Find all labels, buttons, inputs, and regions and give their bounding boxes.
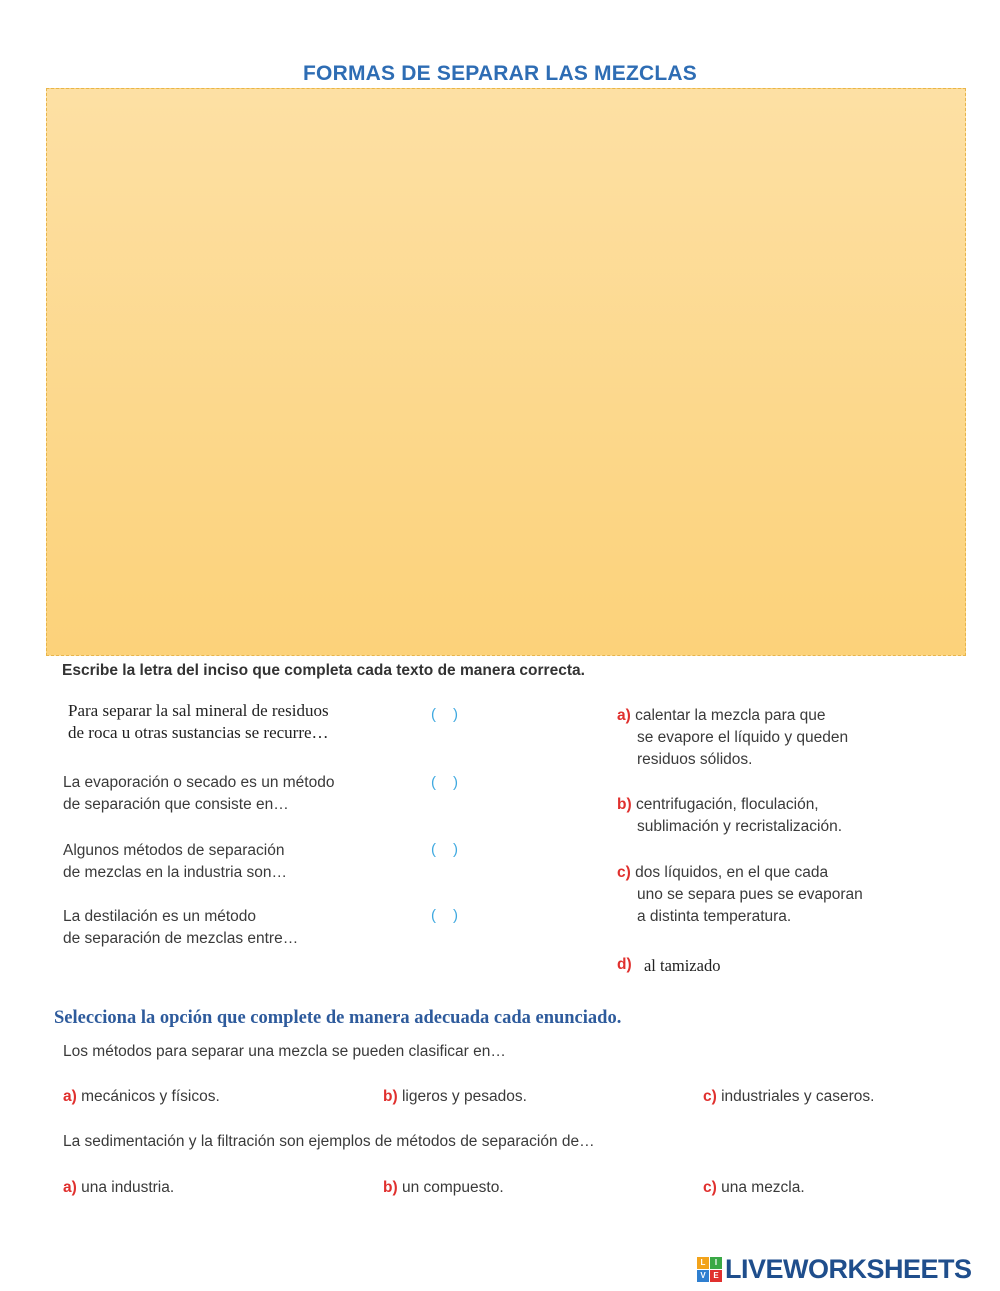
option-a bbox=[617, 705, 848, 771]
option-a-line2: se evapore el líquido y queden bbox=[637, 729, 849, 746]
paren-open: ( bbox=[431, 706, 436, 723]
paren-close: ) bbox=[453, 706, 458, 723]
question-3-line2: de mezclas en la industria son… bbox=[63, 864, 288, 881]
page-title: FORMAS DE SEPARAR LAS MEZCLAS bbox=[303, 62, 697, 85]
question-2 bbox=[63, 772, 334, 816]
paren-open: ( bbox=[431, 841, 436, 858]
choice-2-a-text: una industria. bbox=[81, 1179, 175, 1196]
option-c-letter: c) bbox=[617, 864, 631, 881]
statement-1: Los métodos para separar una mezcla se pueden clasificar en… bbox=[63, 1043, 506, 1060]
liveworksheets-logo bbox=[697, 1254, 972, 1284]
choice-1-c[interactable] bbox=[703, 1088, 874, 1106]
logo-mark-v: V bbox=[697, 1270, 709, 1282]
choice-1-a-text: mecánicos y físicos. bbox=[81, 1088, 220, 1105]
choice-2-c-text: una mezcla. bbox=[721, 1179, 805, 1196]
answer-blank-4[interactable] bbox=[431, 907, 475, 924]
option-b-line1: centrifugación, floculación, bbox=[635, 796, 819, 813]
choice-2-c-letter: c) bbox=[703, 1179, 717, 1196]
choice-2-b[interactable] bbox=[383, 1179, 504, 1197]
choice-1-a-letter: a) bbox=[63, 1088, 77, 1105]
paren-open: ( bbox=[431, 774, 436, 791]
option-c-line3: a distinta temperatura. bbox=[637, 908, 792, 925]
choice-1-b[interactable] bbox=[383, 1088, 527, 1106]
choice-2-b-letter: b) bbox=[383, 1179, 398, 1196]
logo-mark-l: L bbox=[697, 1257, 709, 1269]
question-2-line2: de separación que consiste en… bbox=[63, 796, 289, 813]
question-1-line1: Para separar la sal mineral de residuos bbox=[68, 701, 329, 720]
paren-close: ) bbox=[453, 841, 458, 858]
question-3-line1: Algunos métodos de separación bbox=[63, 842, 285, 859]
choice-1-b-text: ligeros y pesados. bbox=[401, 1088, 527, 1105]
option-b-letter: b) bbox=[617, 796, 632, 813]
option-a-letter: a) bbox=[617, 707, 631, 724]
question-4 bbox=[63, 906, 298, 950]
option-d-line1: al tamizado bbox=[643, 956, 721, 975]
option-b-line2: sublimación y recristalización. bbox=[637, 818, 843, 835]
logo-mark-i: I bbox=[710, 1257, 722, 1269]
choice-1-a[interactable] bbox=[63, 1088, 220, 1106]
option-b bbox=[617, 794, 842, 838]
question-1-line2: de roca u otras sustancias se recurre… bbox=[68, 723, 329, 742]
question-3 bbox=[63, 840, 287, 884]
statement-2: La sedimentación y la filtración son ejemplos de métodos de separación de… bbox=[63, 1133, 595, 1150]
section2-heading: Selecciona la opción que complete de manera adecuada cada enunciado. bbox=[54, 1008, 622, 1028]
paren-open: ( bbox=[431, 907, 436, 924]
question-2-line1: La evaporación o secado es un método bbox=[63, 774, 335, 791]
choice-2-b-text: un compuesto. bbox=[401, 1179, 504, 1196]
choice-1-b-letter: b) bbox=[383, 1088, 398, 1105]
choice-1-c-text: industriales y caseros. bbox=[721, 1088, 875, 1105]
question-1 bbox=[68, 700, 329, 744]
paren-close: ) bbox=[453, 907, 458, 924]
option-a-line3: residuos sólidos. bbox=[637, 751, 753, 768]
answer-blank-1[interactable] bbox=[431, 706, 475, 723]
logo-mark-e: E bbox=[710, 1270, 722, 1282]
option-a-line1: calentar la mezcla para que bbox=[635, 707, 826, 724]
choice-1-c-letter: c) bbox=[703, 1088, 717, 1105]
logo-text: LIVEWORKSHEETS bbox=[725, 1253, 972, 1284]
choice-2-c[interactable] bbox=[703, 1179, 805, 1197]
option-c-line2: uno se separa pues se evaporan bbox=[637, 886, 863, 903]
paren-close: ) bbox=[453, 774, 458, 791]
answer-blank-2[interactable] bbox=[431, 774, 475, 791]
answer-blank-3[interactable] bbox=[431, 841, 475, 858]
choice-2-a[interactable] bbox=[63, 1179, 174, 1197]
image-placeholder bbox=[46, 88, 966, 656]
option-d bbox=[617, 954, 720, 978]
option-d-letter: d) bbox=[617, 956, 632, 973]
question-4-line1: La destilación es un método bbox=[63, 908, 257, 925]
section1-instruction: Escribe la letra del inciso que completa cada texto de manera correcta. bbox=[62, 662, 585, 679]
question-4-line2: de separación de mezclas entre… bbox=[63, 930, 299, 947]
logo-mark-icon bbox=[697, 1257, 722, 1282]
option-c bbox=[617, 862, 863, 928]
choice-2-a-letter: a) bbox=[63, 1179, 77, 1196]
option-c-line1: dos líquidos, en el que cada bbox=[635, 864, 829, 881]
